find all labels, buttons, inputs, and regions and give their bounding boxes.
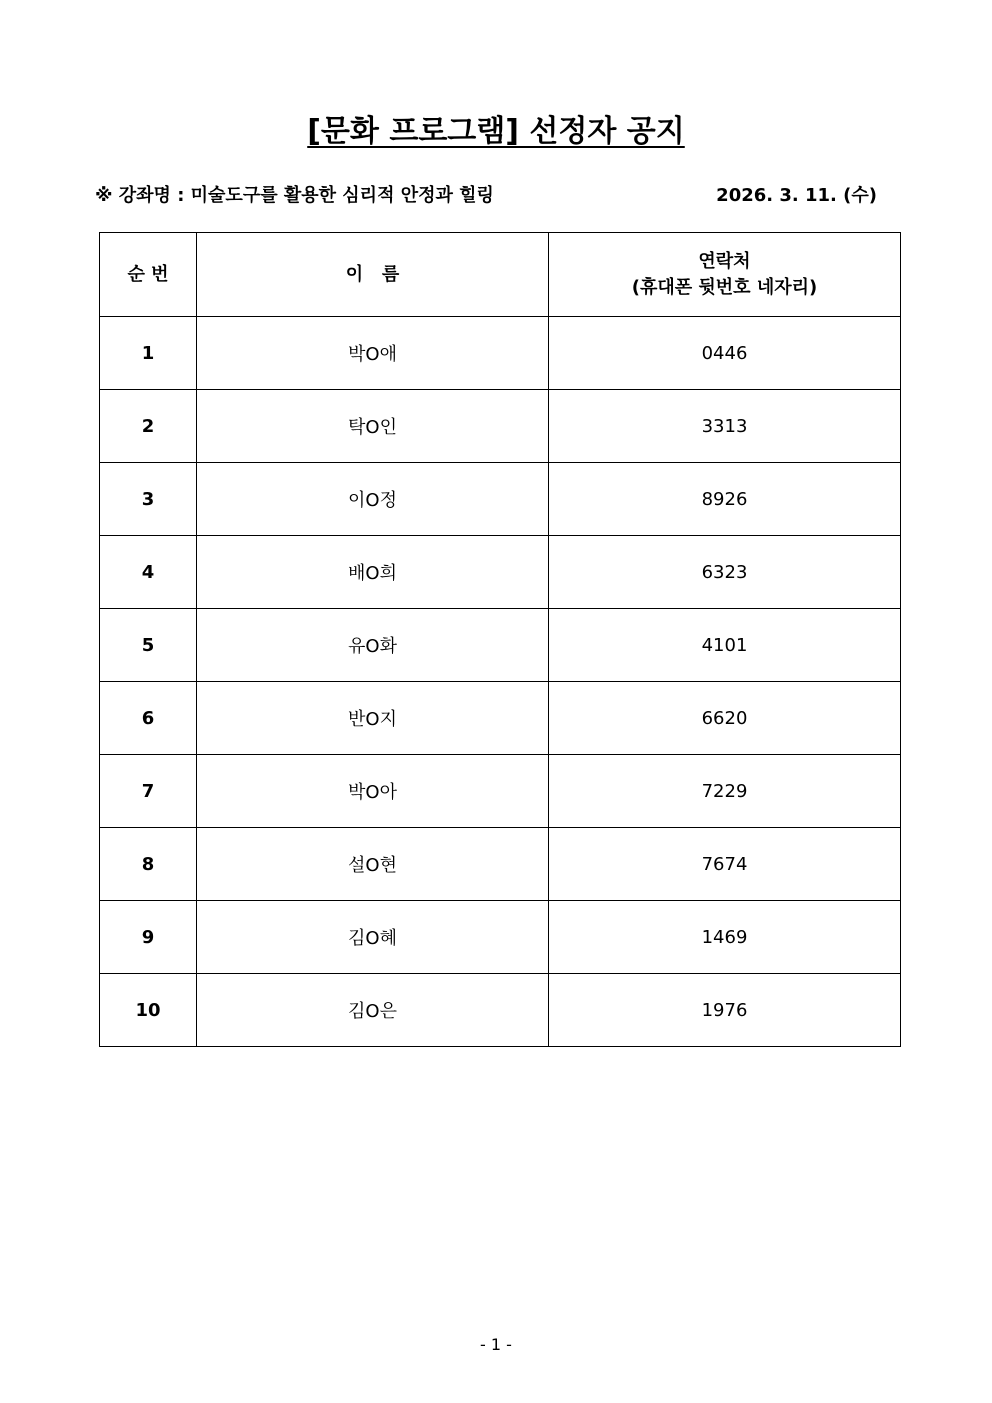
row-name: 김O은 [197,974,549,1047]
row-num: 7 [100,755,197,828]
table-row [100,390,901,463]
row-name: 박O애 [197,317,549,390]
table-row [100,317,901,390]
table-row [100,609,901,682]
row-name: 설O현 [197,828,549,901]
row-num: 5 [100,609,197,682]
table-row [100,828,901,901]
table-row [100,974,901,1047]
row-num: 9 [100,901,197,974]
row-name: 이O정 [197,463,549,536]
selection-table [99,232,901,1047]
table-header-row [100,233,901,317]
row-contact: 6620 [549,682,901,755]
header-num: 순 번 [100,233,197,317]
row-num: 3 [100,463,197,536]
header-contact-line1: 연락처 [698,250,751,272]
row-name: 박O아 [197,755,549,828]
page-title [0,110,992,154]
table-row [100,901,901,974]
row-num: 6 [100,682,197,755]
course-name: ※ 강좌명 : 미술도구를 활용한 심리적 안정과 힐링 [95,185,494,206]
row-num: 4 [100,536,197,609]
row-contact: 1469 [549,901,901,974]
row-name: 반O지 [197,682,549,755]
row-contact: 0446 [549,317,901,390]
table-row [100,463,901,536]
row-num: 1 [100,317,197,390]
table-row [100,536,901,609]
page-number: - 1 - [480,1335,512,1354]
row-contact: 8926 [549,463,901,536]
row-contact: 7229 [549,755,901,828]
row-name: 유O화 [197,609,549,682]
row-num: 2 [100,390,197,463]
table-row [100,682,901,755]
row-name: 탁O인 [197,390,549,463]
row-contact: 4101 [549,609,901,682]
table-row [100,755,901,828]
notice-date: 2026. 3. 11. (수) [716,185,877,206]
info-line [95,180,877,212]
header-name: 이 름 [197,233,549,317]
row-num: 10 [100,974,197,1047]
row-name: 배O희 [197,536,549,609]
row-num: 8 [100,828,197,901]
row-contact: 6323 [549,536,901,609]
row-contact: 3313 [549,390,901,463]
row-name: 김O혜 [197,901,549,974]
row-contact: 1976 [549,974,901,1047]
row-contact: 7674 [549,828,901,901]
header-contact-line2: (휴대폰 뒷번호 네자리) [631,276,818,298]
header-contact [549,233,901,317]
page-title-text: [문화 프로그램] 선정자 공지 [307,114,685,149]
